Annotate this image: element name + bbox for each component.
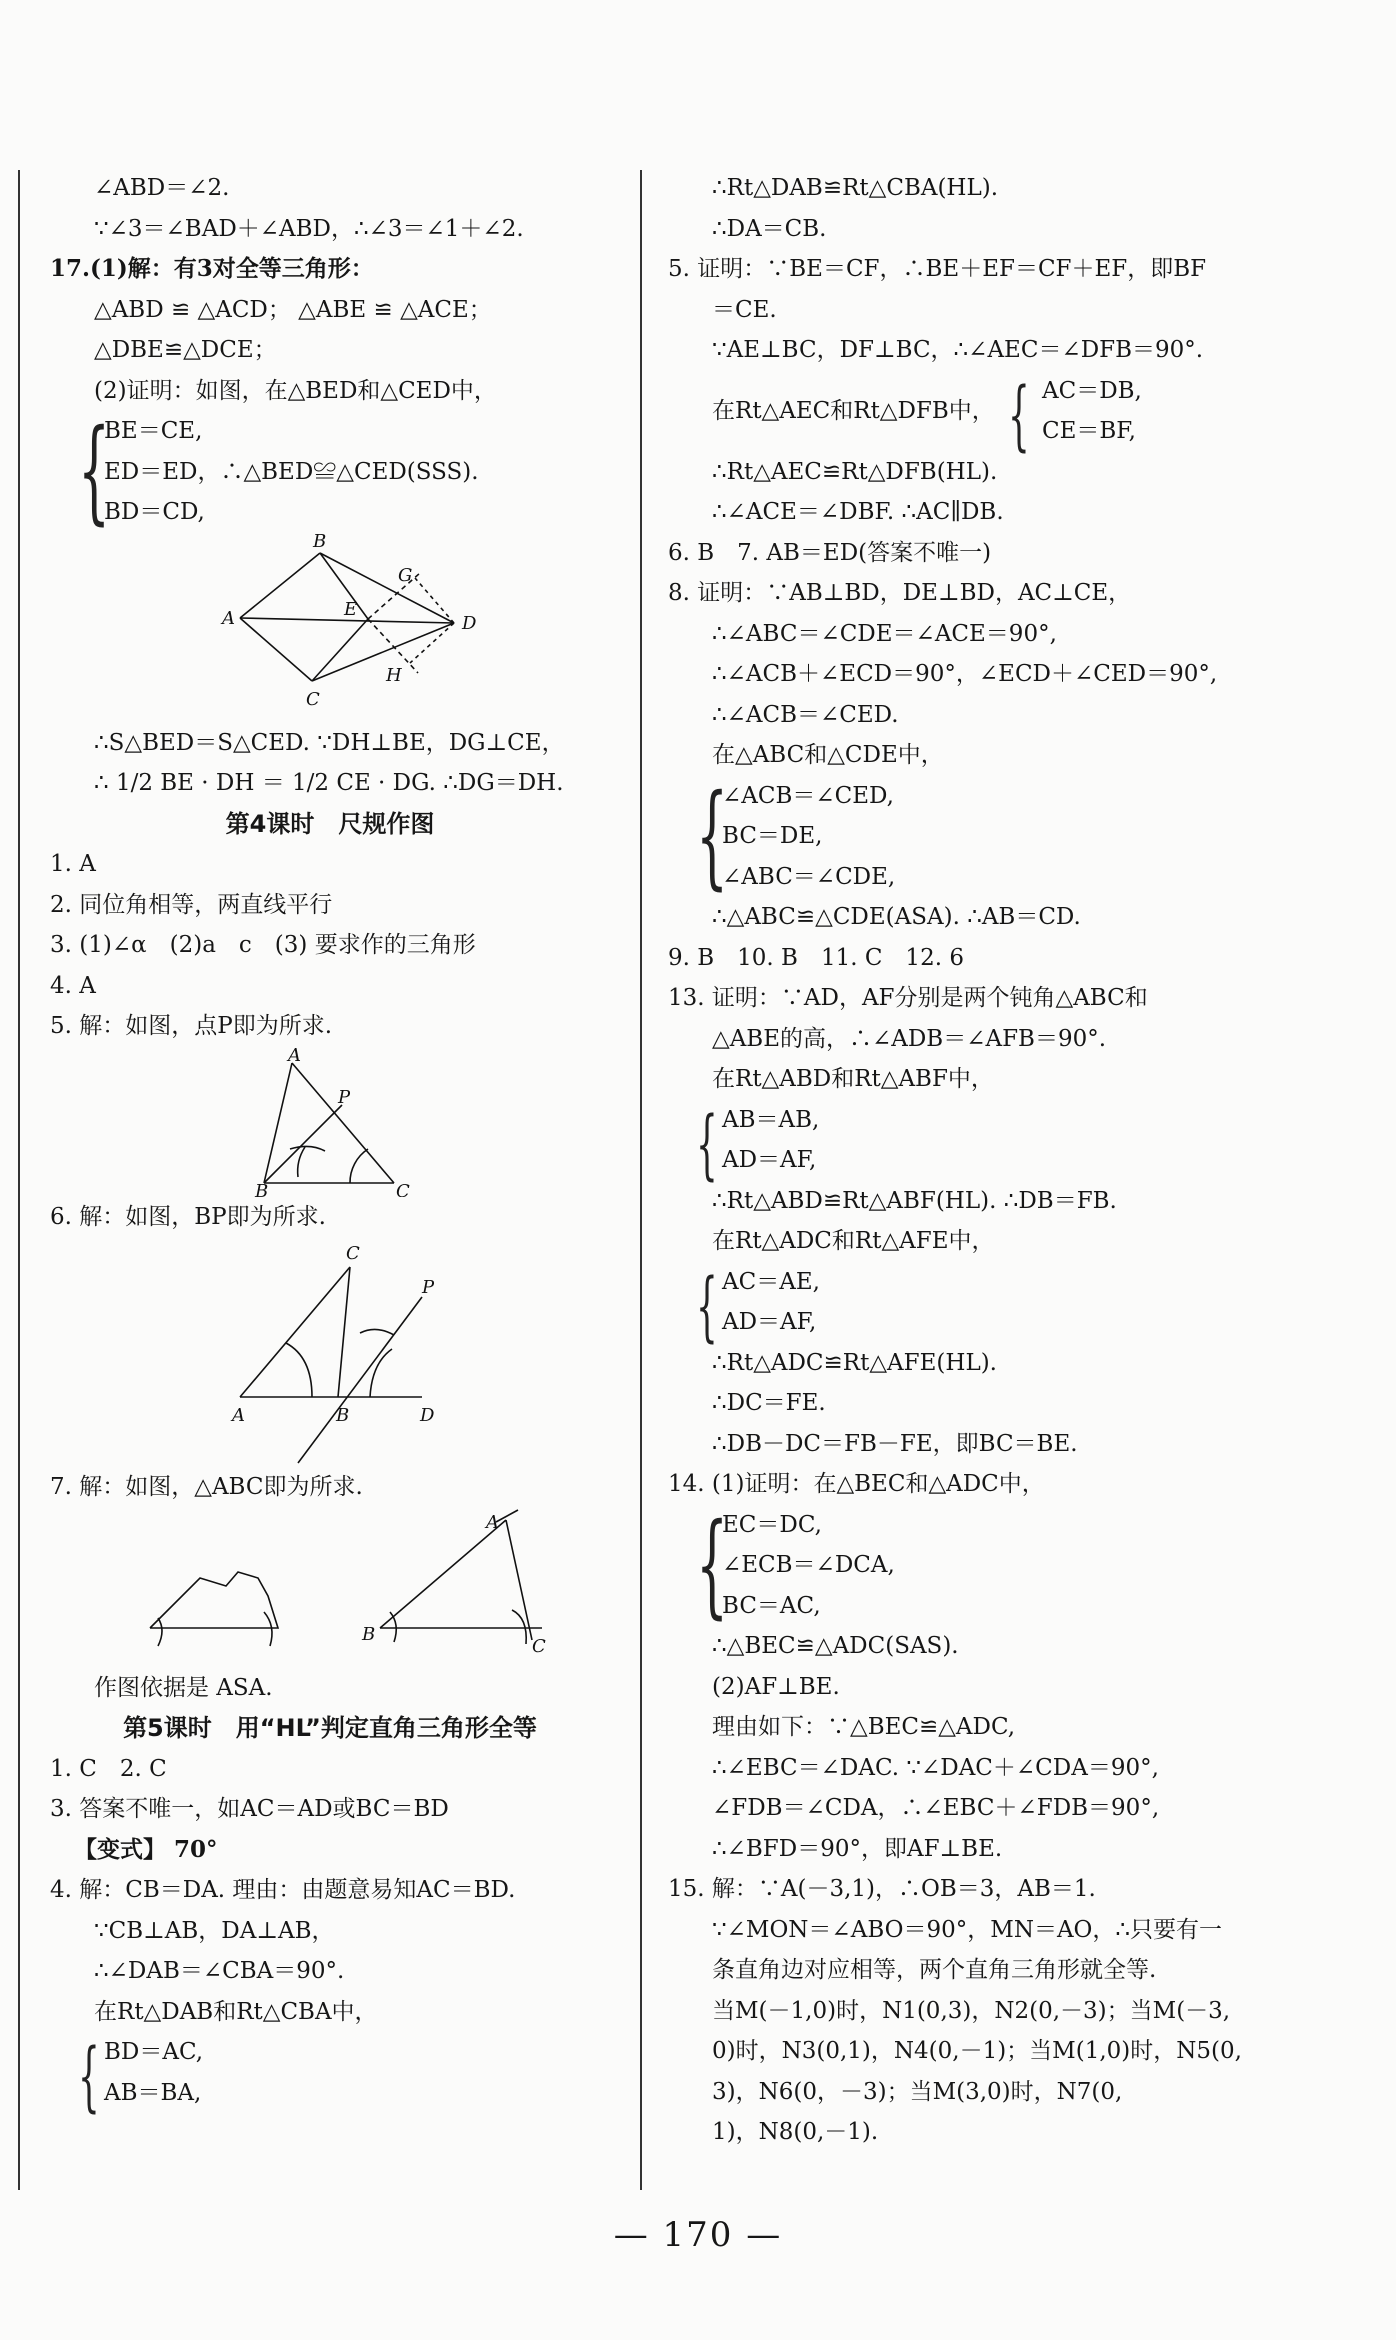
text-line: △ABD ≌ △ACD； △ABE ≌ △ACE； [94, 296, 492, 323]
label-E: E [344, 598, 358, 620]
system-row: ∠ABC＝∠CDE, [722, 863, 896, 890]
section-heading: 第5课时 用“HL”判定直角三角形全等 [123, 1714, 537, 1742]
text-line: 在△ABC和△CDE中， [712, 742, 944, 768]
text-line: (2)证明：如图，在△BED和△CED中， [94, 377, 497, 404]
label-C: C [396, 1180, 410, 1197]
text-line: ∴DB－DC＝FB－FE，即BC＝BE. [712, 1430, 1078, 1457]
page-number: — 170 — [613, 2215, 783, 2255]
text-line: 在Rt△AEC和Rt△DFB中， [712, 397, 995, 424]
answer-1-2: 1. C 2. C [50, 1755, 167, 1782]
text-line: ∴∠EBC＝∠DAC. ∵∠DAC＋∠CDA＝90°, [712, 1754, 1159, 1781]
label-B: B [362, 1623, 376, 1645]
text-line: ∴∠DAB＝∠CBA＝90°. [94, 1958, 345, 1984]
brace: { [78, 2031, 100, 2120]
answer-3: 3. (1)∠α (2)a c (3) 要求作的三角形 [50, 932, 476, 958]
equation-system [668, 1260, 1348, 1350]
text-line: 当M(－1,0)时，N1(0,3)，N2(0,－3)；当M(－3, [712, 1997, 1231, 2024]
label-B: B [336, 1405, 350, 1426]
system-row: BC＝DE, [722, 823, 823, 849]
answer-6-7: 6. B 7. AB＝ED(答案不唯一) [668, 539, 992, 566]
system-row: CE＝BF, [1042, 418, 1136, 444]
answer-13: 13. 证明：∵AD，AF分别是两个钝角△ABC和 [668, 985, 1148, 1011]
answer-4: 4. A [50, 972, 96, 999]
system-row: AB＝BA, [104, 2079, 202, 2106]
text-line: (2)AF⊥BE. [712, 1673, 840, 1700]
label-A: A [486, 1511, 499, 1533]
figure-q7 [50, 1508, 610, 1668]
answer-14: 14. (1)证明：在△BEC和△ADC中， [668, 1471, 1045, 1497]
text-line: 条直角边对应相等，两个直角三角形就全等. [712, 1957, 1157, 1983]
equation-system [668, 1098, 1348, 1188]
text-line: ∴DA＝CB. [712, 215, 827, 242]
label-A: A [222, 607, 235, 629]
label-P: P [422, 1277, 435, 1298]
label-H: H [386, 664, 402, 686]
text-line: ∴DC＝FE. [712, 1390, 826, 1416]
label-B: B [313, 532, 327, 552]
left-column [50, 168, 610, 2120]
text-line: ∴△ABC≌△CDE(ASA). ∴AB＝CD. [712, 904, 1081, 930]
left-margin-rule [18, 170, 20, 2190]
answer-2: 2. 同位角相等，两直线平行 [50, 891, 333, 918]
system-row: EC＝DC, [722, 1511, 822, 1538]
label-B: B [255, 1180, 269, 1197]
equation-system [668, 369, 1348, 459]
brace: { [78, 406, 111, 536]
label-C: C [346, 1243, 360, 1264]
text-line: 作图依据是 ASA. [94, 1674, 273, 1701]
answer-7: 7. 解：如图，△ABC即为所求. [50, 1474, 363, 1500]
answer-4: 4. 解：CB＝DA. 理由：由题意易知AC＝BD. [50, 1877, 516, 1903]
equation-system [50, 406, 610, 536]
system-row: BD＝CD, [104, 499, 205, 525]
answer-15: 15. 解：∵A(－3,1)，∴OB＝3，AB＝1. [668, 1876, 1096, 1902]
text-line: ∴Rt△ADC≌Rt△AFE(HL). [712, 1349, 997, 1376]
text-line: ∴∠ABC＝∠CDE＝∠ACE＝90°, [712, 620, 1057, 647]
equation-system [50, 2031, 610, 2120]
text-line: 1)，N8(0,－1). [712, 2119, 879, 2145]
text-line: ∠ABD＝∠2. [94, 175, 230, 201]
text-line: ∵∠MON＝∠ABO＝90°，MN＝AO，∴只要有一 [712, 1916, 1223, 1943]
label-D: D [462, 612, 477, 634]
answer-9-12: 9. B 10. B 11. C 12. 6 [668, 944, 964, 971]
brace: { [696, 1499, 729, 1630]
label-C: C [306, 688, 320, 710]
text-line: △ABE的高，∴∠ADB＝∠AFB＝90°. [712, 1025, 1107, 1052]
text-line: ∵CB⊥AB，DA⊥AB， [94, 1917, 335, 1944]
text-line: ∴∠ACB＝∠CED. [712, 701, 899, 728]
text-line: ∴∠ACE＝∠DBF. ∴AC∥DB. [712, 499, 1004, 525]
answer-3: 3. 答案不唯一，如AC＝AD或BC＝BD [50, 1796, 449, 1822]
equation-system [668, 770, 1348, 901]
brace: { [696, 1260, 718, 1350]
text-line: 理由如下：∵△BEC≌△ADC, [712, 1714, 1016, 1740]
text-line: ∴△BEC≌△ADC(SAS). [712, 1633, 959, 1659]
label-G: G [398, 564, 413, 586]
brace: { [1008, 369, 1030, 459]
answer-6: 6. 解：如图，BP即为所求. [50, 1203, 326, 1230]
label-A: A [232, 1405, 245, 1426]
figure-q5 [50, 1047, 610, 1197]
answer-5: 5. 证明：∵BE＝CF，∴BE＋EF＝CF＋EF，即BF [668, 256, 1207, 282]
label-P: P [338, 1086, 351, 1108]
system-row: BE＝CE, [104, 418, 203, 444]
text-line: 在Rt△ADC和Rt△AFE中， [712, 1228, 995, 1254]
text-line: ∴∠ACB＋∠ECD＝90°，∠ECD＋∠CED＝90°, [712, 661, 1218, 687]
text-line: 3)，N6(0，－3)；当M(3,0)时，N7(0, [712, 2078, 1123, 2105]
text-line: 0)时，N3(0,1)，N4(0,－1)；当M(1,0)时，N5(0, [712, 2038, 1242, 2064]
system-row: ED＝ED，∴△BED≌△CED(SSS). [104, 458, 479, 485]
system-row: AB＝AB, [722, 1106, 820, 1133]
text-line: ∴Rt△ABD≌Rt△ABF(HL). ∴DB＝FB. [712, 1187, 1117, 1214]
text-line: ∴Rt△DAB≌Rt△CBA(HL). [712, 175, 999, 201]
column-divider [640, 170, 642, 2190]
text-line: ∴Rt△AEC≌Rt△DFB(HL). [712, 458, 998, 485]
text-line: ∴∠BFD＝90°，即AF⊥BE. [712, 1835, 1003, 1862]
text-line: ＝CE. [712, 296, 777, 323]
answer-8: 8. 证明：∵AB⊥BD，DE⊥BD，AC⊥CE， [668, 580, 1132, 606]
label-A: A [288, 1046, 301, 1066]
text-line: ∵AE⊥BC，DF⊥BC，∴∠AEC＝∠DFB＝90°. [712, 337, 1204, 363]
text-line: ∠FDB＝∠CDA，∴∠EBC＋∠FDB＝90°, [712, 1795, 1160, 1821]
system-row: AC＝DB, [1042, 377, 1142, 404]
figure-q6 [50, 1237, 610, 1467]
system-row: AD＝AF, [722, 1309, 817, 1335]
text-line: 在Rt△DAB和Rt△CBA中， [94, 1998, 378, 2025]
system-row: BD＝AC, [104, 2039, 204, 2065]
text-line: △DBE≌△DCE； [94, 337, 277, 363]
text-line: ∴S△BED＝S△CED. ∵DH⊥BE，DG⊥CE， [94, 729, 565, 756]
section-heading: 第4课时 尺规作图 [225, 809, 435, 838]
system-row: ∠ACB＝∠CED, [722, 782, 894, 809]
text-line: 在Rt△ABD和Rt△ABF中， [712, 1066, 994, 1092]
system-row: AC＝AE, [722, 1268, 820, 1295]
brace: { [696, 1098, 718, 1188]
brace: { [696, 770, 729, 901]
label-D: D [420, 1405, 435, 1426]
figure-q17 [50, 533, 610, 723]
question-17: 17.(1)解：有3对全等三角形： [50, 255, 374, 282]
answer-1: 1. A [50, 851, 96, 877]
system-row: AD＝AF, [722, 1147, 817, 1173]
equation-system [668, 1499, 1348, 1630]
system-row: BC＝AC, [722, 1592, 821, 1619]
answer-5: 5. 解：如图，点P即为所求. [50, 1013, 333, 1039]
text-line: ∴ 1/2 BE · DH ＝ 1/2 CE · DG. ∴DG＝DH. [94, 770, 564, 796]
text-line: ∵∠3＝∠BAD＋∠ABD，∴∠3＝∠1＋∠2. [94, 215, 524, 242]
label-C: C [532, 1635, 546, 1657]
right-column [668, 168, 1348, 2153]
variant-label: 【变式】 70° [74, 1835, 218, 1863]
system-row: ∠ECB＝∠DCA, [722, 1552, 895, 1578]
